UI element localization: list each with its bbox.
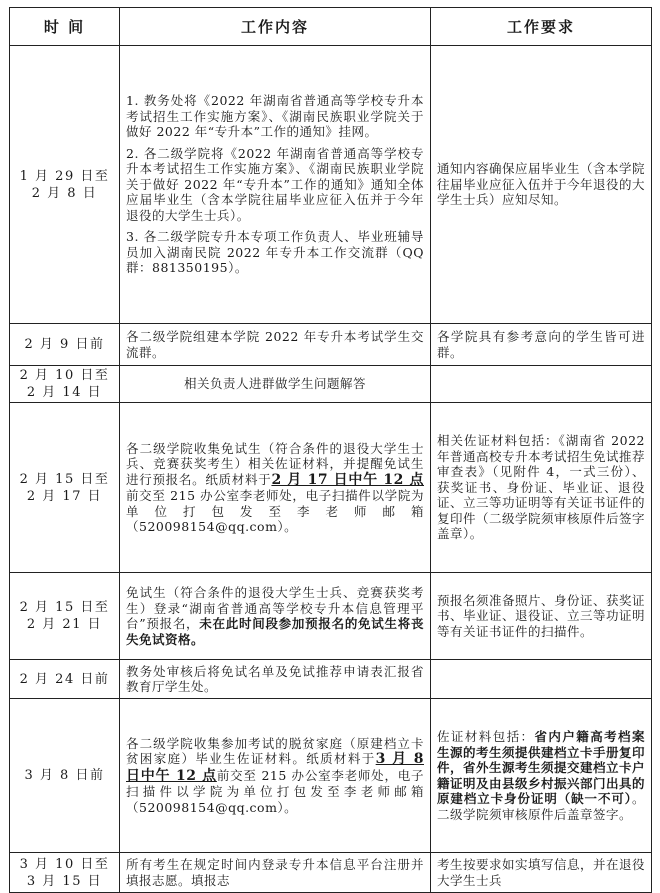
header-requirement: 工作要求: [431, 8, 652, 46]
time-cell: 3 月 8 日前: [10, 699, 120, 853]
content-cell: 教务处审核后将免试名单及免试推荐申请表汇报省教育厅学生处。: [120, 660, 431, 699]
requirement-cell: 佐证材料包括：省内户籍高考档案生源的考生须提供建档立卡手册复印件，省外生源考生须提交建档立卡户籍证明及由县级乡村振兴部门出具的原建档立卡身份证明（缺一不可）。二级学院须审核原件后盖章签字。: [431, 699, 652, 853]
content-paragraph: 3. 各二级学院专升本专项工作负责人、毕业班辅导员加入湖南民院 2022 年专升本工作交流群（QQ 群：881350195）。: [126, 229, 424, 276]
content-cell: 各二级学院收集免试生（符合条件的退役大学生士兵、竞赛获奖考生）相关佐证材料，并提醒免试生进行预报名。纸质材料于2 月 17 日中午 12 点前交至 215 办公室李老师处，电子扫描件以学院为单位打包发至李老师邮箱（520098154@qq.com）。: [120, 403, 431, 573]
content-cell: 相关负责人进群做学生问题解答: [120, 366, 431, 403]
table-row: [10, 46, 652, 324]
time-cell: 2 月 24 日前: [10, 660, 120, 699]
deadline-highlight: 2 月 17 日中午 12 点: [271, 471, 424, 488]
requirement-cell: 预报名须准备照片、身份证、获奖证书、毕业证、退役证、立三等功证明等有关证书证件的扫描件。: [431, 573, 652, 660]
schedule-table: [9, 7, 652, 893]
requirement-cell: 通知内容确保应届毕业生（含本学院往届毕业应征入伍并于今年退役的大学生士兵）应知尽知。: [431, 46, 652, 324]
requirement-cell: 考生按要求如实填写信息，并在退役大学生士兵: [431, 853, 652, 893]
warning-highlight: 未在此时间段参加预报名的免试生将丧失免试资格。: [126, 616, 424, 647]
table-row: [10, 853, 652, 893]
table-row: [10, 660, 652, 699]
header-content: 工作内容: [120, 8, 431, 46]
table-row: [10, 573, 652, 660]
header-row: [10, 8, 652, 46]
content-cell: 各二级学院组建本学院 2022 年专升本考试学生交流群。: [120, 324, 431, 366]
content-cell: [120, 46, 431, 324]
requirement-cell: 各学院具有参考意向的学生皆可进群。: [431, 324, 652, 366]
table-row: [10, 403, 652, 573]
content-cell: 各二级学院收集参加考试的脱贫家庭（原建档立卡贫困家庭）毕业生佐证材料。纸质材料于3 月 8 日中午 12 点前交至 215 办公室李老师处，电子扫描件以学院为单位打包发至李老师邮箱（520098154@qq.com）。: [120, 699, 431, 853]
content-paragraph: 2. 各二级学院将《2022 年湖南省普通高等学校专升本考试招生工作实施方案》、《湖南民族职业学院关于做好 2022 年“专升本”工作的通知》通知全体应届毕业生（含本学院往届毕业应征入伍并于今年退役的大学生士兵）。: [126, 145, 424, 223]
time-cell: 2 月 10 日至 2 月 14 日: [10, 366, 120, 403]
time-cell: 1 月 29 日至 2 月 8 日: [10, 46, 120, 324]
requirement-cell: 相关佐证材料包括：《湖南省 2022 年普通高校专升本考试招生免试推荐审查表》（见附件 4，一式三份）、获奖证书、身份证、毕业证、退役证、立三等功证明等有关证书证件的复印件（二级学院须审核原件后签字盖章）。: [431, 403, 652, 573]
deadline-highlight: 3 月 8 日中午 12 点: [126, 751, 424, 784]
requirement-highlight: 省内户籍高考档案生源的考生须提供建档立卡手册复印件，省外生源考生须提交建档立卡户籍证明及由县级乡村振兴部门出具的原建档立卡身份证明（缺一不可）: [437, 729, 646, 806]
requirement-cell: [431, 660, 652, 699]
time-cell: 3 月 10 日至 3 月 15 日: [10, 853, 120, 893]
time-cell: 2 月 15 日至 2 月 21 日: [10, 573, 120, 660]
table-row: [10, 324, 652, 366]
table-row: [10, 699, 652, 853]
content-cell: 免试生（符合条件的退役大学生士兵、竞赛获奖考生）登录“湖南省普通高等学校专升本信息管理平台”预报名，未在此时间段参加预报名的免试生将丧失免试资格。: [120, 573, 431, 660]
content-paragraph: 1. 教务处将《2022 年湖南省普通高等学校专升本考试招生工作实施方案》、《湖南民族职业学院关于做好 2022 年“专升本”工作的通知》挂网。: [126, 93, 424, 140]
time-cell: 2 月 15 日至 2 月 17 日: [10, 403, 120, 573]
content-cell: 所有考生在规定时间内登录专升本信息平台注册并填报志愿。填报志: [120, 853, 431, 893]
header-time: 时 间: [10, 8, 120, 46]
table-row: [10, 366, 652, 403]
requirement-cell: [431, 366, 652, 403]
time-cell: 2 月 9 日前: [10, 324, 120, 366]
